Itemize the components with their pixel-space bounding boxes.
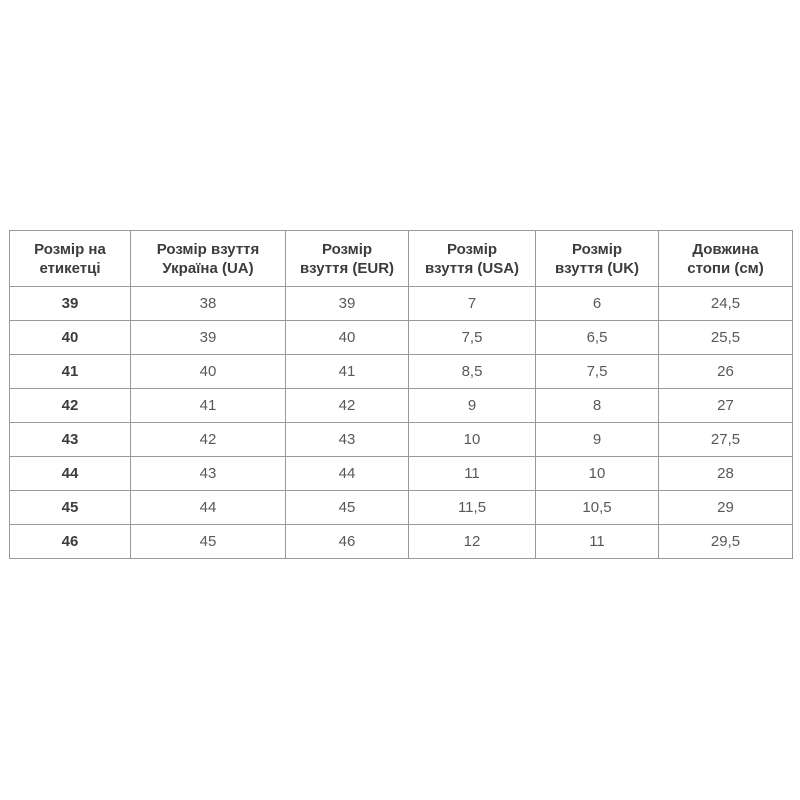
- cell-eur-size: 46: [286, 525, 409, 559]
- column-header-label-size: [10, 231, 131, 287]
- cell-uk-size: 10,5: [536, 491, 659, 525]
- cell-ua-size: 38: [131, 287, 286, 321]
- cell-usa-size: 11,5: [409, 491, 536, 525]
- cell-foot-length: 28: [659, 457, 793, 491]
- table-row: [10, 389, 793, 423]
- table-header: [10, 231, 793, 287]
- cell-uk-size: 6: [536, 287, 659, 321]
- column-header-foot-length: [659, 231, 793, 287]
- header-line: Довжина: [692, 240, 759, 258]
- header-line: Розмір: [446, 240, 498, 258]
- cell-ua-size: 44: [131, 491, 286, 525]
- header-line: Розмір взуття: [156, 240, 260, 258]
- cell-foot-length: 29: [659, 491, 793, 525]
- table-row: [10, 287, 793, 321]
- table-row: [10, 457, 793, 491]
- table-row: [10, 525, 793, 559]
- cell-ua-size: 43: [131, 457, 286, 491]
- column-header-usa-size: [409, 231, 536, 287]
- header-line: взуття (UK): [554, 259, 640, 277]
- cell-uk-size: 8: [536, 389, 659, 423]
- cell-ua-size: 41: [131, 389, 286, 423]
- cell-eur-size: 43: [286, 423, 409, 457]
- cell-eur-size: 42: [286, 389, 409, 423]
- cell-label-size: 44: [10, 457, 131, 491]
- cell-uk-size: 9: [536, 423, 659, 457]
- cell-usa-size: 10: [409, 423, 536, 457]
- cell-usa-size: 7: [409, 287, 536, 321]
- cell-ua-size: 45: [131, 525, 286, 559]
- cell-label-size: 43: [10, 423, 131, 457]
- header-line: Україна (UA): [162, 259, 254, 277]
- cell-eur-size: 39: [286, 287, 409, 321]
- cell-usa-size: 9: [409, 389, 536, 423]
- cell-label-size: 46: [10, 525, 131, 559]
- cell-foot-length: 26: [659, 355, 793, 389]
- cell-label-size: 41: [10, 355, 131, 389]
- column-header-ua-size: [131, 231, 286, 287]
- shoe-size-conversion-table: [9, 230, 793, 559]
- header-line: Розмір: [321, 240, 373, 258]
- cell-eur-size: 40: [286, 321, 409, 355]
- cell-usa-size: 12: [409, 525, 536, 559]
- cell-label-size: 40: [10, 321, 131, 355]
- cell-foot-length: 27,5: [659, 423, 793, 457]
- cell-eur-size: 45: [286, 491, 409, 525]
- header-line: взуття (EUR): [299, 259, 395, 277]
- table-row: [10, 355, 793, 389]
- cell-uk-size: 10: [536, 457, 659, 491]
- table-row: [10, 491, 793, 525]
- header-line: Розмір на: [34, 240, 106, 258]
- column-header-uk-size: [536, 231, 659, 287]
- header-line: етикетці: [39, 259, 101, 277]
- cell-label-size: 45: [10, 491, 131, 525]
- cell-eur-size: 41: [286, 355, 409, 389]
- cell-eur-size: 44: [286, 457, 409, 491]
- table-row: [10, 423, 793, 457]
- cell-usa-size: 7,5: [409, 321, 536, 355]
- cell-ua-size: 39: [131, 321, 286, 355]
- cell-ua-size: 40: [131, 355, 286, 389]
- cell-uk-size: 7,5: [536, 355, 659, 389]
- cell-label-size: 42: [10, 389, 131, 423]
- cell-foot-length: 25,5: [659, 321, 793, 355]
- cell-foot-length: 24,5: [659, 287, 793, 321]
- table-body: [10, 287, 793, 559]
- header-row: [10, 231, 793, 287]
- cell-label-size: 39: [10, 287, 131, 321]
- header-line: Розмір: [571, 240, 623, 258]
- cell-foot-length: 29,5: [659, 525, 793, 559]
- header-line: стопи (см): [687, 259, 764, 277]
- header-line: взуття (USA): [424, 259, 520, 277]
- cell-uk-size: 6,5: [536, 321, 659, 355]
- cell-foot-length: 27: [659, 389, 793, 423]
- cell-usa-size: 8,5: [409, 355, 536, 389]
- table-row: [10, 321, 793, 355]
- cell-ua-size: 42: [131, 423, 286, 457]
- cell-usa-size: 11: [409, 457, 536, 491]
- cell-uk-size: 11: [536, 525, 659, 559]
- column-header-eur-size: [286, 231, 409, 287]
